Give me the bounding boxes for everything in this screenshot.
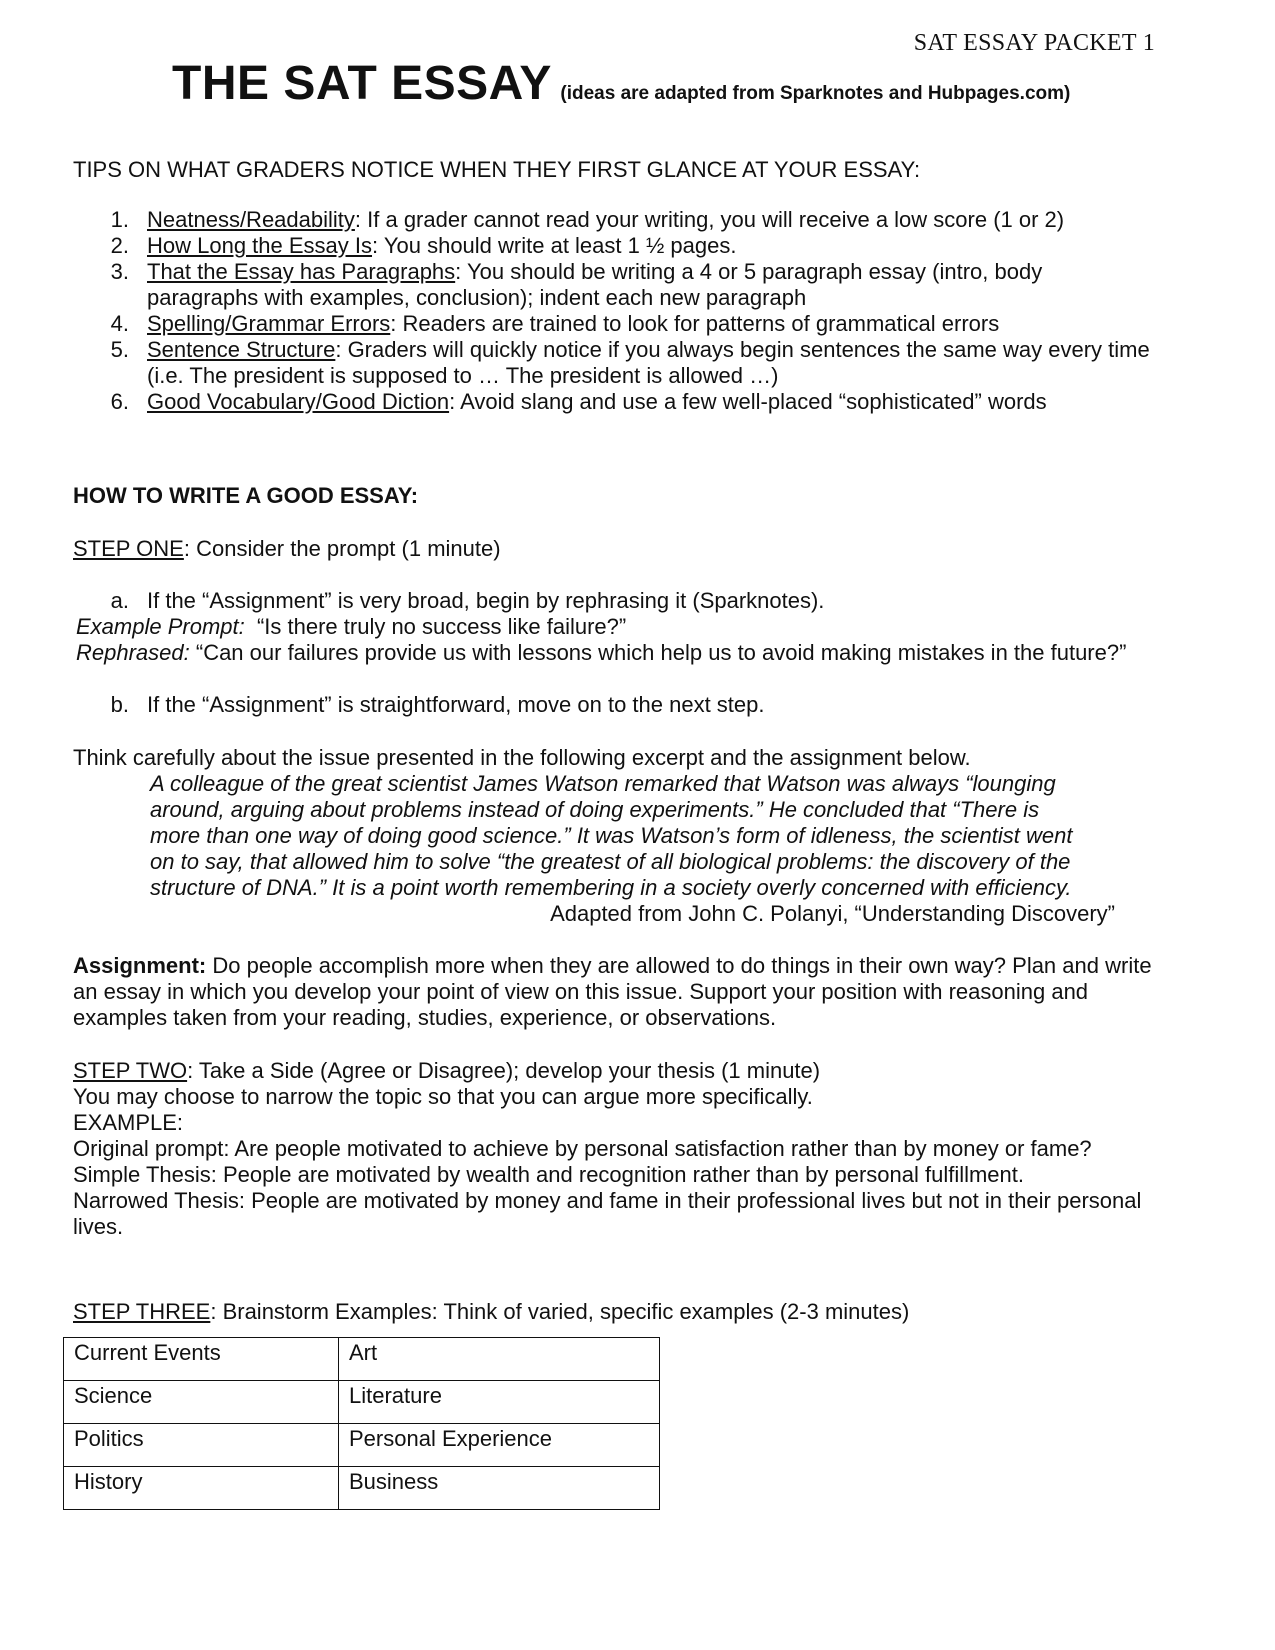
excerpt-line: around, arguing about problems instead of doing experiments.” He concluded that “There is bbox=[150, 797, 1040, 822]
example-prompt bbox=[76, 614, 626, 640]
tip-item bbox=[91, 207, 1064, 233]
excerpt-line: more than one way of doing good science.” It was Watson’s form of idleness, the scientist went bbox=[150, 823, 1073, 848]
tip-continuation: (i.e. The president is supposed to … The president is allowed …) bbox=[147, 363, 779, 388]
tip-number: 1. bbox=[110, 207, 129, 232]
tip-term: Neatness/Readability bbox=[147, 207, 355, 232]
tip-number: 4. bbox=[110, 311, 129, 336]
tip-number: 6. bbox=[110, 389, 129, 414]
tip-item bbox=[91, 259, 1042, 285]
assignment bbox=[73, 953, 1152, 979]
table-row bbox=[64, 1338, 660, 1381]
assignment-text: Do people accomplish more when they are allowed to do things in their own way? Plan and write bbox=[206, 953, 1152, 978]
tip-text: : Graders will quickly notice if you always begin sentences the same way every time bbox=[335, 337, 1150, 362]
step-two-line: Simple Thesis: People are motivated by wealth and recognition rather than by personal fulfillment. bbox=[73, 1162, 1025, 1187]
rephrased-text: “Can our failures provide us with lessons which help us to avoid making mistakes in the future?” bbox=[189, 640, 1127, 665]
item-letter: b. bbox=[110, 692, 129, 717]
table-cell: History bbox=[64, 1467, 339, 1510]
table-row bbox=[64, 1424, 660, 1467]
table-cell: Current Events bbox=[64, 1338, 339, 1381]
table-row bbox=[64, 1381, 660, 1424]
how-to-heading: HOW TO WRITE A GOOD ESSAY: bbox=[73, 483, 419, 508]
table-cell: Science bbox=[64, 1381, 339, 1424]
assignment-line: examples taken from your reading, studies, experience, or observations. bbox=[73, 1005, 777, 1030]
table-cell: Art bbox=[339, 1338, 660, 1381]
step-two-line: EXAMPLE: bbox=[73, 1110, 184, 1135]
step-one-item-a bbox=[91, 588, 824, 614]
rephrased-label: Rephrased: bbox=[76, 640, 190, 665]
step-one-item-b bbox=[91, 692, 765, 718]
step-one-text: : Consider the prompt (1 minute) bbox=[183, 536, 501, 561]
step-one-label: STEP ONE bbox=[73, 536, 184, 561]
assignment-line: an essay in which you develop your point of view on this issue. Support your position with reasoning and bbox=[73, 979, 1089, 1004]
tip-text: : You should be writing a 4 or 5 paragraph essay (intro, body bbox=[455, 259, 1043, 284]
tip-term: That the Essay has Paragraphs bbox=[147, 259, 456, 284]
item-letter: a. bbox=[110, 588, 129, 613]
rephrased-prompt bbox=[76, 640, 1126, 666]
step-one bbox=[73, 536, 501, 562]
tip-item bbox=[91, 311, 999, 337]
tip-item bbox=[91, 337, 1150, 363]
tip-item bbox=[91, 233, 737, 259]
tips-heading: TIPS ON WHAT GRADERS NOTICE WHEN THEY FIRST GLANCE AT YOUR ESSAY: bbox=[73, 157, 921, 182]
tip-term: How Long the Essay Is bbox=[147, 233, 373, 258]
step-two-label: STEP TWO bbox=[73, 1058, 188, 1083]
example-prompt-text: “Is there truly no success like failure?” bbox=[244, 614, 627, 639]
example-prompt-label: Example Prompt: bbox=[76, 614, 245, 639]
table-cell: Literature bbox=[339, 1381, 660, 1424]
step-three-text: : Brainstorm Examples: Think of varied, specific examples (2-3 minutes) bbox=[210, 1299, 910, 1324]
assignment-label: Assignment: bbox=[73, 953, 207, 978]
tip-term: Spelling/Grammar Errors bbox=[147, 311, 391, 336]
tip-term: Sentence Structure bbox=[147, 337, 336, 362]
tip-number: 3. bbox=[110, 259, 129, 284]
step-two-text: : Take a Side (Agree or Disagree); develop your thesis (1 minute) bbox=[187, 1058, 821, 1083]
tip-text: : If a grader cannot read your writing, you will receive a low score (1 or 2) bbox=[354, 207, 1065, 232]
page-title bbox=[172, 56, 1070, 111]
table-cell: Business bbox=[339, 1467, 660, 1510]
title-subtitle: (ideas are adapted from Sparknotes and Hubpages.com) bbox=[560, 83, 1071, 104]
tip-number: 5. bbox=[110, 337, 129, 362]
excerpt-line: structure of DNA.” It is a point worth remembering in a society overly concerned with efficiency. bbox=[150, 875, 1072, 900]
table-cell: Politics bbox=[64, 1424, 339, 1467]
tip-text: : Avoid slang and use a few well-placed “sophisticated” words bbox=[449, 389, 1047, 414]
table-row bbox=[64, 1467, 660, 1510]
examples-table bbox=[63, 1337, 660, 1510]
step-two-line: lives. bbox=[73, 1214, 124, 1239]
excerpt-line: A colleague of the great scientist James Watson remarked that Watson was always “lounging bbox=[150, 771, 1056, 796]
step-two-line: Narrowed Thesis: People are motivated by money and fame in their professional lives but not in their personal bbox=[73, 1188, 1142, 1213]
item-text: If the “Assignment” is straightforward, move on to the next step. bbox=[147, 692, 765, 717]
excerpt-source: Adapted from John C. Polanyi, “Understanding Discovery” bbox=[550, 901, 1115, 926]
tip-term: Good Vocabulary/Good Diction bbox=[147, 389, 450, 414]
step-three bbox=[73, 1299, 909, 1325]
packet-header: SAT ESSAY PACKET 1 bbox=[913, 30, 1155, 56]
step-three-label: STEP THREE bbox=[73, 1299, 211, 1324]
tip-text: : You should write at least 1 ½ pages. bbox=[372, 233, 737, 258]
step-two-line: Original prompt: Are people motivated to achieve by personal satisfaction rather than by money or fame? bbox=[73, 1136, 1092, 1161]
step-two-line: You may choose to narrow the topic so that you can argue more specifically. bbox=[73, 1084, 813, 1109]
title-main: THE SAT ESSAY bbox=[172, 57, 552, 110]
step-two bbox=[73, 1058, 820, 1084]
tip-number: 2. bbox=[110, 233, 129, 258]
tip-item bbox=[91, 389, 1047, 415]
excerpt-intro: Think carefully about the issue presented in the following excerpt and the assignment below. bbox=[73, 745, 971, 770]
tip-text: : Readers are trained to look for patterns of grammatical errors bbox=[390, 311, 1000, 336]
excerpt-line: on to say, that allowed him to solve “the greatest of all biological problems: the discovery of the bbox=[150, 849, 1071, 874]
item-text: If the “Assignment” is very broad, begin by rephrasing it (Sparknotes). bbox=[147, 588, 825, 613]
table-cell: Personal Experience bbox=[339, 1424, 660, 1467]
tip-continuation: paragraphs with examples, conclusion); indent each new paragraph bbox=[147, 285, 807, 310]
